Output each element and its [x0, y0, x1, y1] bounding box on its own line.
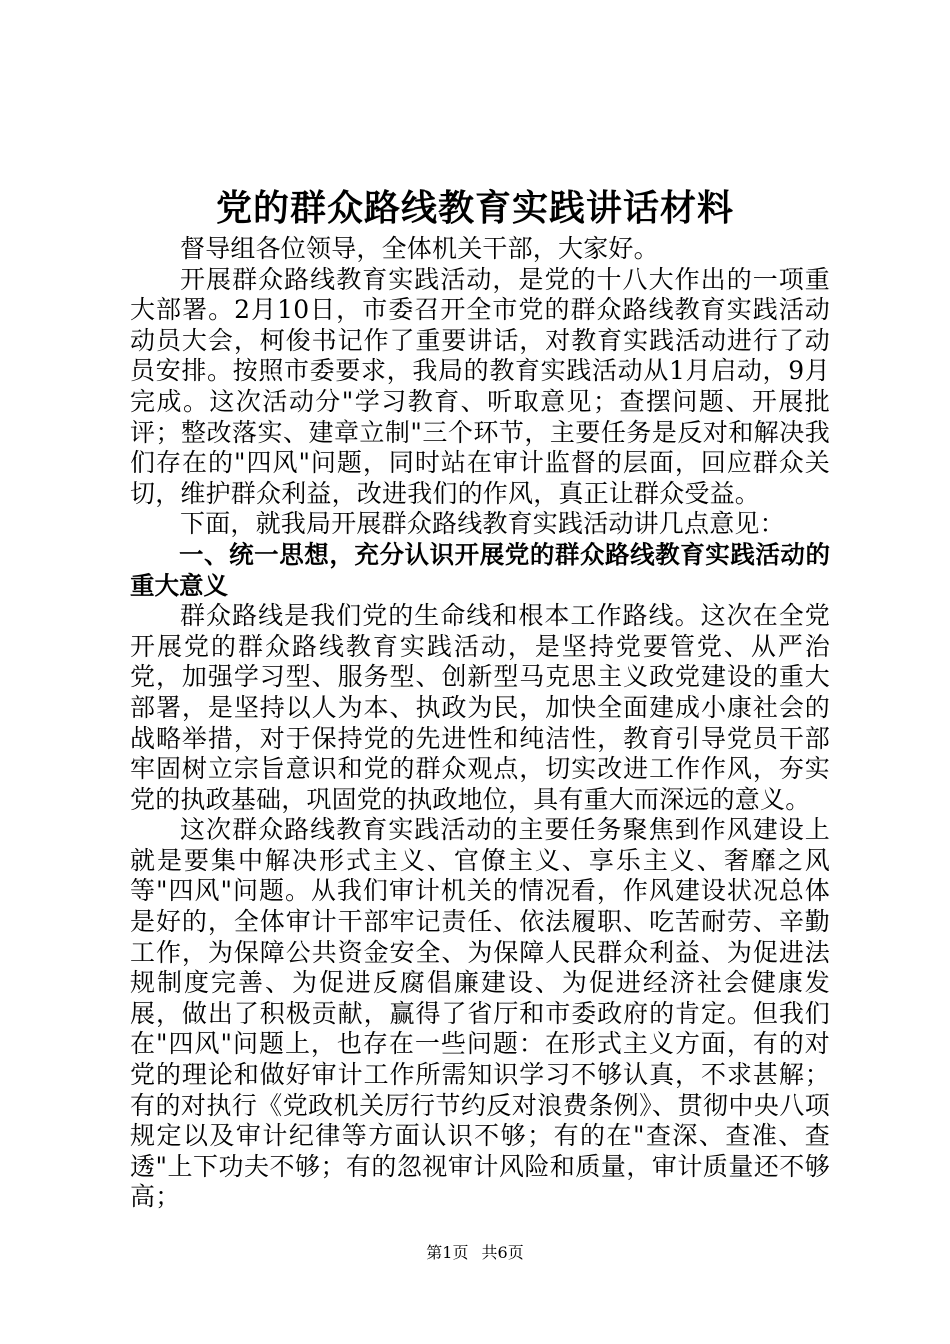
- outline-paragraph: 下面，就我局开展群众路线教育实践活动讲几点意见：: [180, 509, 785, 539]
- section-heading: 一、统一思想，充分认识开展党的群众路线教育实践活动的重大意义: [130, 539, 830, 600]
- page-total: 共6页: [481, 1243, 524, 1262]
- document-body: [130, 234, 830, 1213]
- section-paragraph: 群众路线是我们党的生命线和根本工作路线。这次在全党开展党的群众路线教育实践活动，是坚持党要管党、从严治党，加强学习型、服务型、创新型马克思主义政党建设的重大部署，是坚持以人为本、执政为民，加快全面建成小康社会的战略举措，对于保持党的先进性和纯洁性，教育引导党员干部牢固树立宗旨意识和党的群众观点，切实改进工作作风，夯实党的执政基础，巩固党的执政地位，具有重大而深远的意义。: [130, 601, 830, 814]
- section-paragraph: 这次群众路线教育实践活动的主要任务聚焦到作风建设上就是要集中解决形式主义、官僚主义、享乐主义、奢靡之风等"四风"问题。从我们审计机关的情况看，作风建设状况总体是好的，全体审计干部牢记责任、依法履职、吃苦耐劳、辛勤工作，为保障公共资金安全、为保障人民群众利益、为促进法规制度完善、为促进反腐倡廉建设、为促进经济社会健康发展，做出了积极贡献，赢得了省厅和市委政府的肯定。但我们在"四风"问题上，也存在一些问题：在形式主义方面，有的对党的理论和做好审计工作所需知识学习不够认真，不求甚解；有的对执行《党政机关厉行节约反对浪费条例》、贯彻中央八项规定以及审计纪律等方面认识不够；有的在"查深、查准、查透"上下功夫不够；有的忽视审计风险和质量，审计质量还不够高；: [130, 815, 830, 1212]
- intro-paragraph: 开展群众路线教育实践活动，是党的十八大作出的一项重大部署。2月10日，市委召开全市党的群众路线教育实践活动动员大会，柯俊书记作了重要讲话，对教育实践活动进行了动员安排。按照市委要求，我局的教育实践活动从1月启动，9月完成。这次活动分"学习教育、听取意见；查摆问题、开展批评；整改落实、建章立制"三个环节，主要任务是反对和解决我们存在的"四风"问题，同时站在审计监督的层面，回应群众关切，维护群众利益，改进我们的作风，真正让群众受益。: [130, 264, 830, 508]
- page-footer: [0, 1243, 950, 1263]
- greeting-paragraph: 督导组各位领导，全体机关干部，大家好。: [180, 234, 659, 263]
- page-number: 第1页: [426, 1243, 469, 1262]
- document-title: 党的群众路线教育实践讲话材料: [215, 188, 734, 229]
